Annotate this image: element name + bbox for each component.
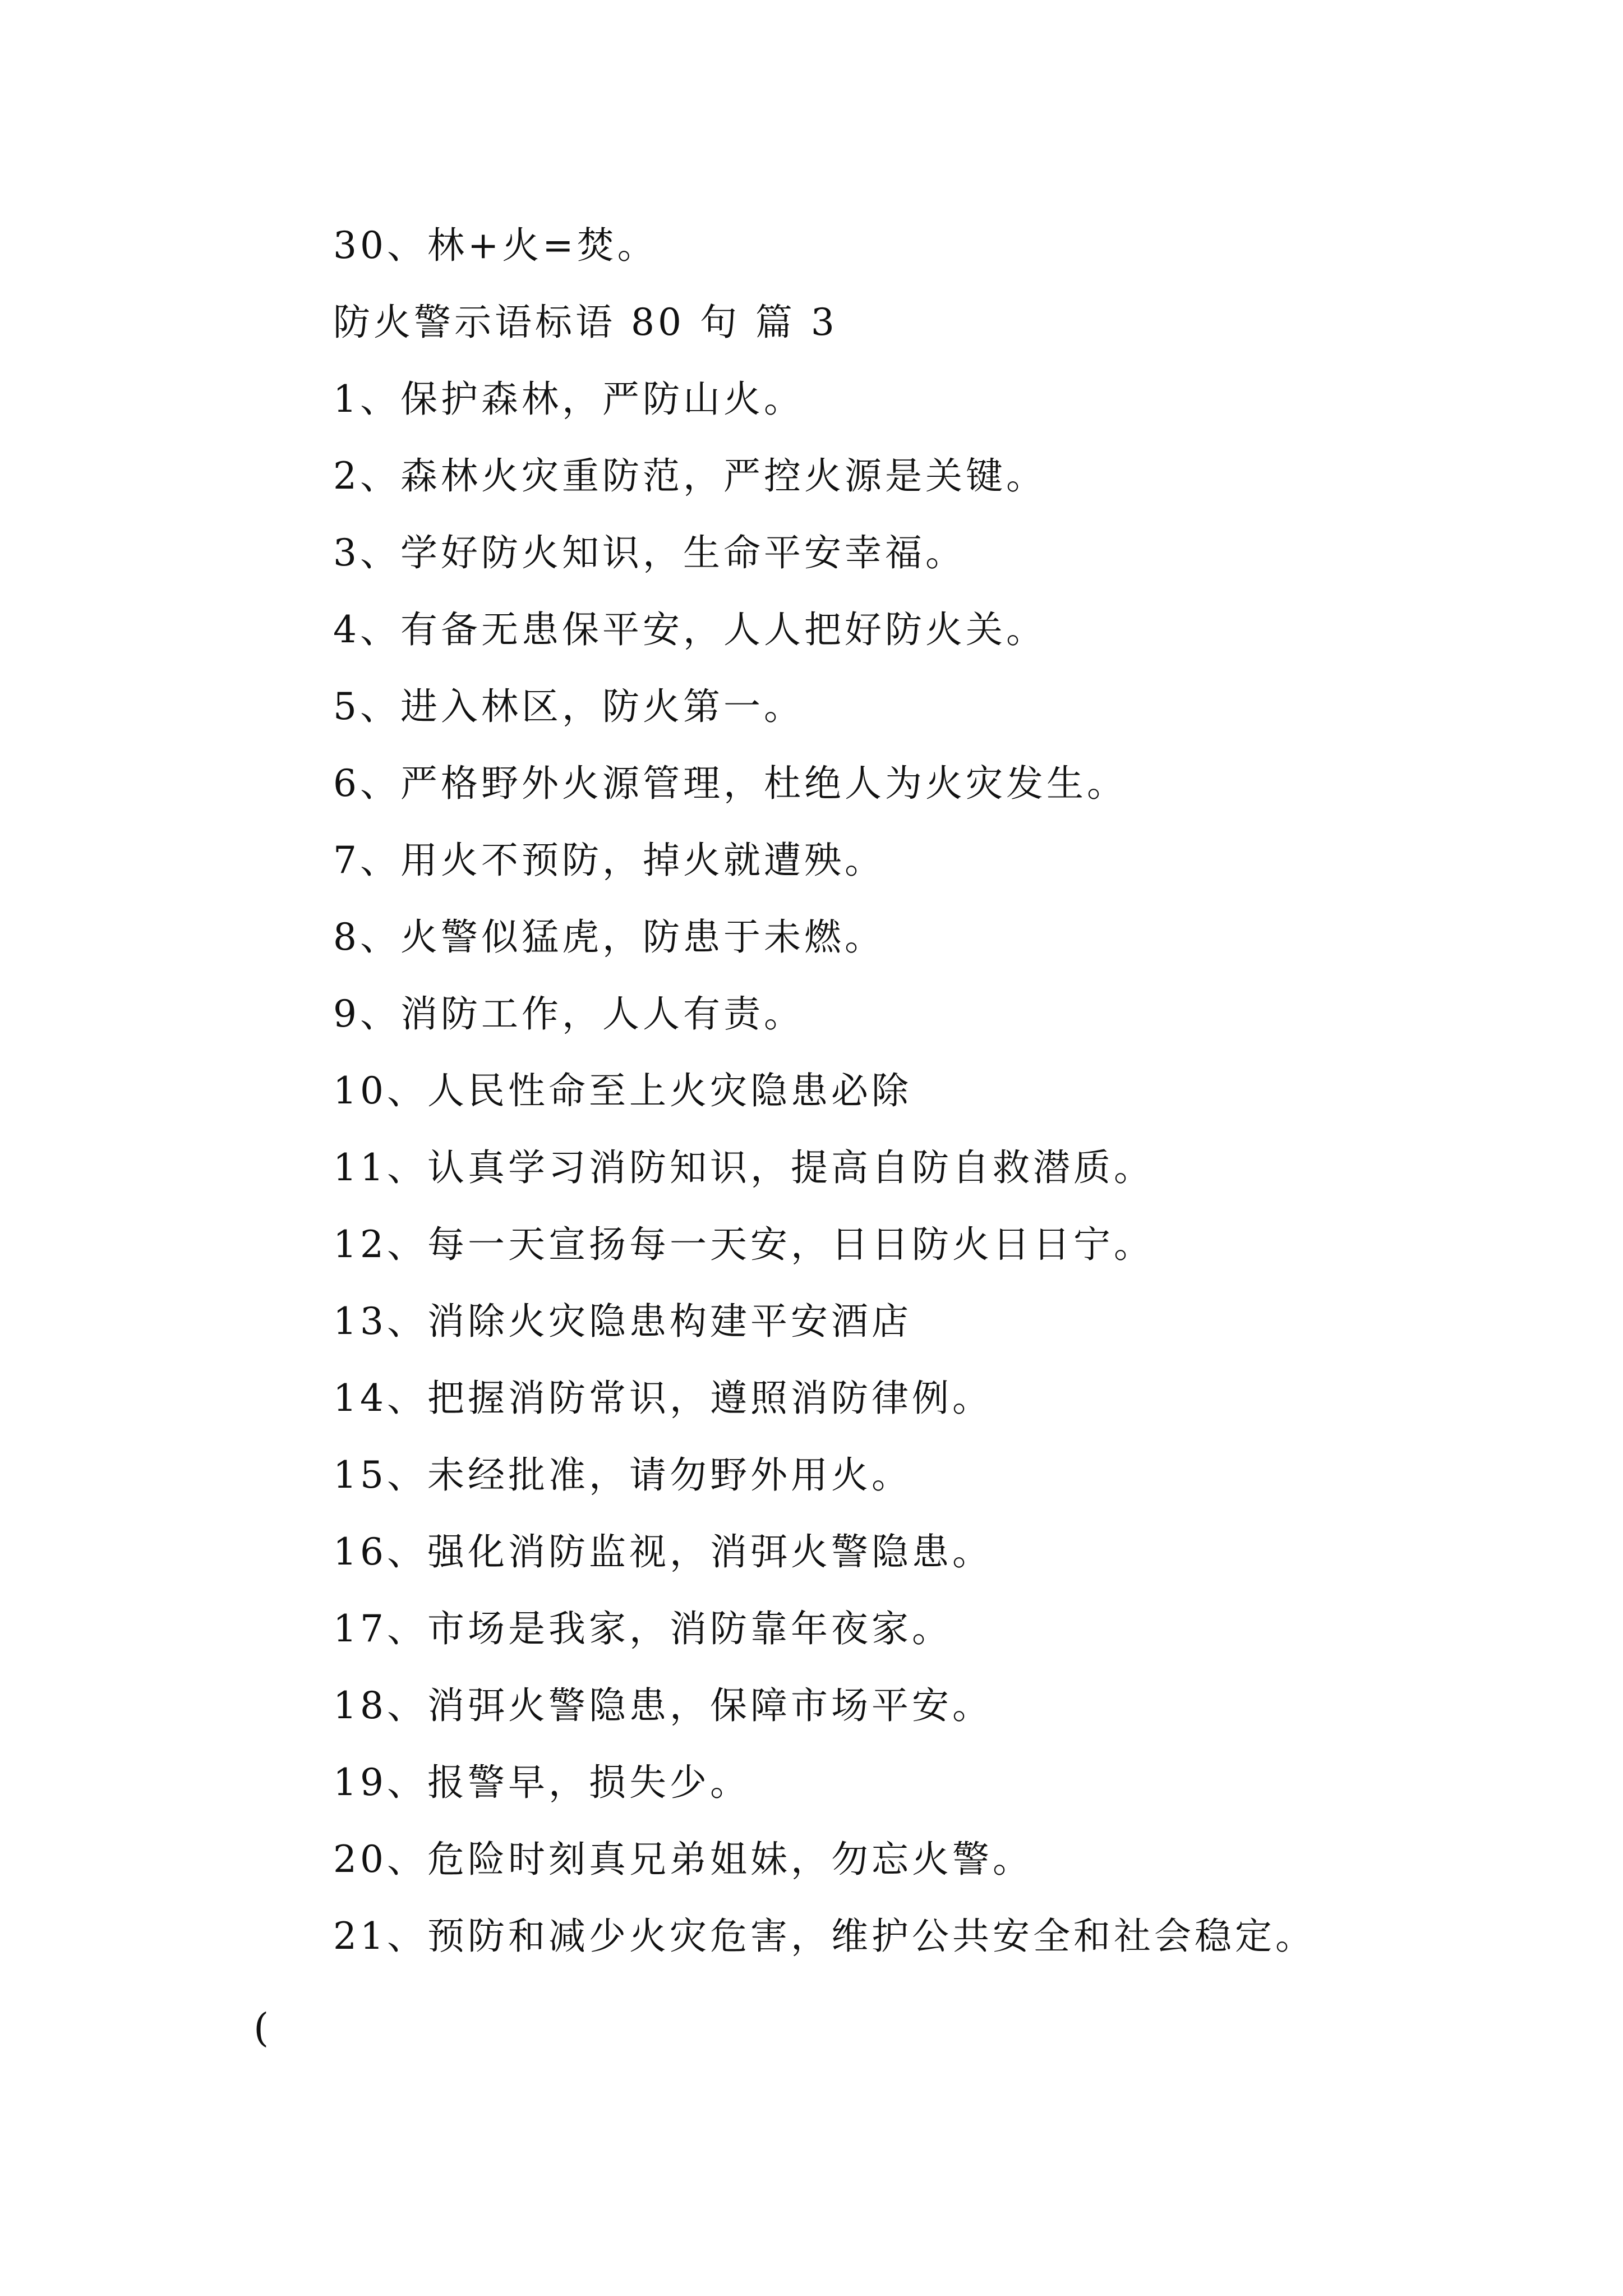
stray-parenthesis: ( — [253, 2005, 269, 2051]
list-item: 15、未经批准，请勿野外用火。 — [333, 1453, 912, 1497]
text-line: 30、林+火=焚。 — [333, 224, 658, 267]
list-item: 12、每一天宣扬每一天安，日日防火日日宁。 — [333, 1223, 1154, 1266]
list-item: 10、人民性命至上火灾隐患必除 — [333, 1069, 912, 1112]
list-item: 5、进入林区，防火第一。 — [333, 685, 804, 728]
list-item: 6、严格野外火源管理，杜绝人为火灾发生。 — [333, 762, 1127, 805]
slogan-list — [333, 218, 1567, 1985]
list-item: 17、市场是我家，消防靠年夜家。 — [333, 1607, 952, 1650]
section-heading: 防火警示语标语 80 句 篇 3 — [333, 301, 838, 344]
list-item: 1、保护森林，严防山火。 — [333, 378, 804, 421]
list-item: 4、有备无患保平安，人人把好防火关。 — [333, 608, 1046, 651]
list-item: 21、预防和减少火灾危害，维护公共安全和社会稳定。 — [333, 1915, 1316, 1958]
list-item: 2、森林火灾重防范，严控火源是关键。 — [333, 454, 1046, 498]
list-item: 16、强化消防监视，消弭火警隐患。 — [333, 1530, 993, 1573]
list-item: 11、认真学习消防知识，提高自防自救潜质。 — [333, 1146, 1154, 1189]
list-item: 7、用火不预防，掉火就遭殃。 — [333, 839, 885, 882]
list-item: 14、把握消防常识，遵照消防律例。 — [333, 1377, 993, 1420]
list-item: 9、消防工作，人人有责。 — [333, 992, 804, 1036]
list-item: 8、火警似猛虎，防患于未燃。 — [333, 915, 885, 959]
list-item: 20、危险时刻真兄弟姐妹，勿忘火警。 — [333, 1838, 1033, 1881]
list-item: 13、消除火灾隐患构建平安酒店 — [333, 1300, 912, 1343]
list-item: 19、报警早，损失少。 — [333, 1761, 750, 1804]
list-item: 18、消弭火警隐患，保障市场平安。 — [333, 1684, 993, 1727]
list-item: 3、学好防火知识，生命平安幸福。 — [333, 531, 966, 574]
